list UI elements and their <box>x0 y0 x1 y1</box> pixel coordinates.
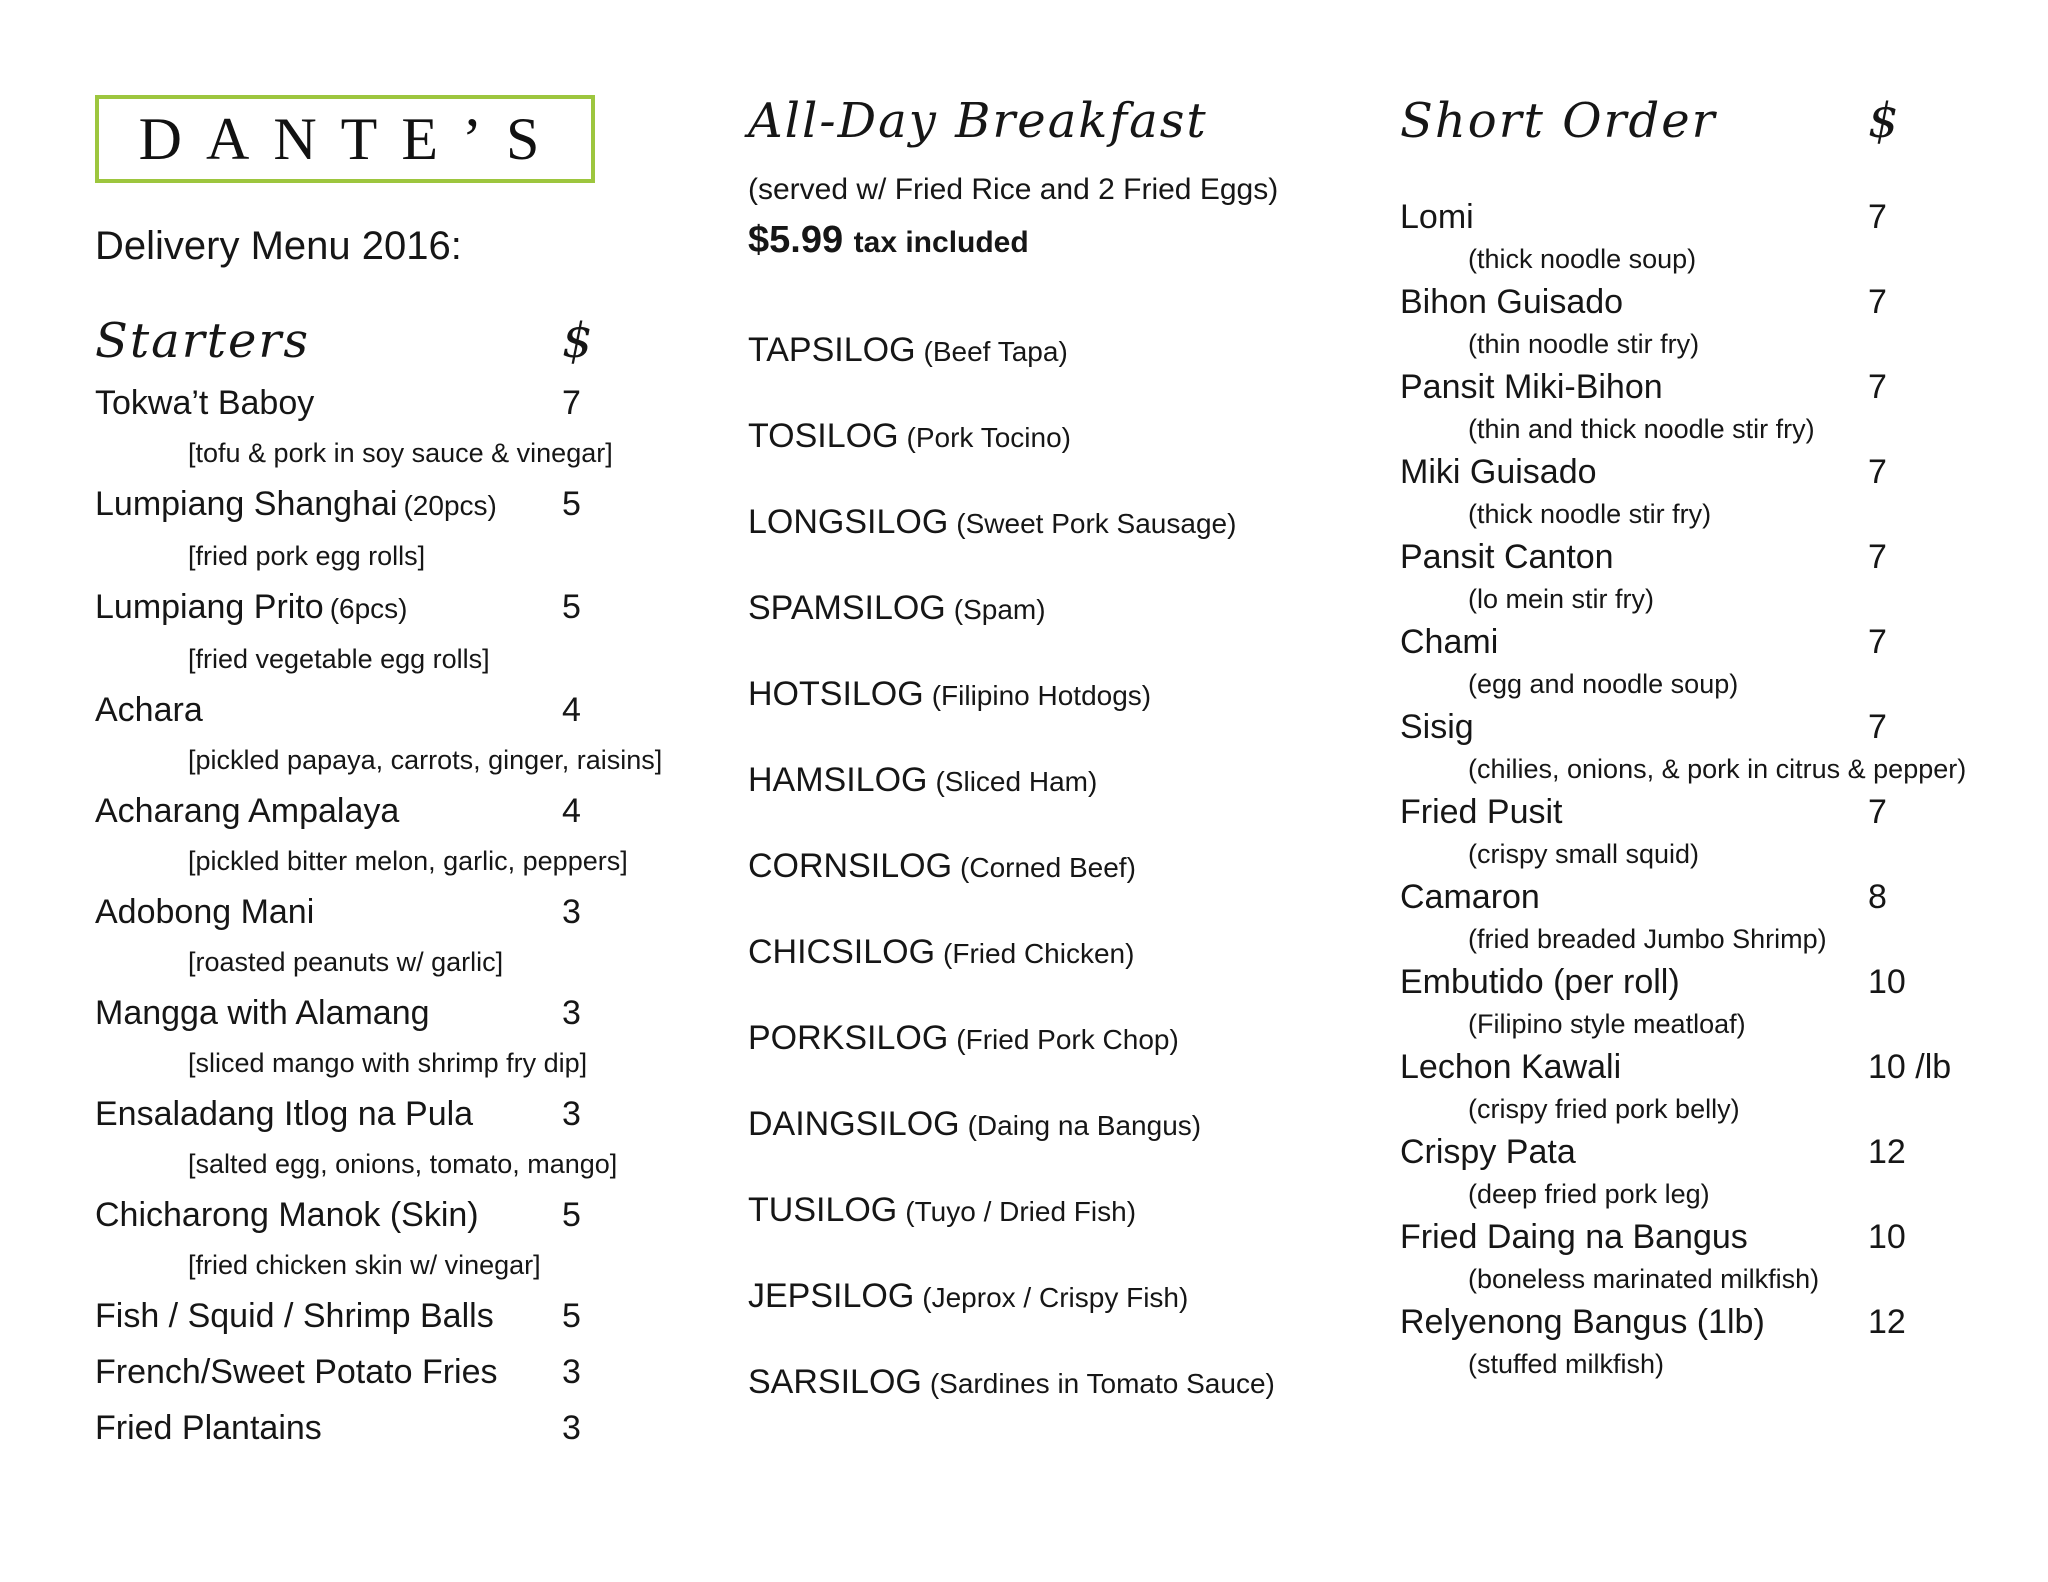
item-price: 7 <box>1868 538 1887 576</box>
menu-item <box>748 1168 1388 1254</box>
item-description: [pickled bitter melon, garlic, peppers] <box>188 846 628 876</box>
item-price: 3 <box>562 1095 581 1133</box>
item-price: 7 <box>1868 623 1887 661</box>
menu-item <box>1400 1043 2048 1128</box>
breakfast-column <box>748 95 1388 1426</box>
menu-item <box>95 884 715 985</box>
item-description: (thick noodle stir fry) <box>1468 499 1712 529</box>
item-description-note: (Sardines in Tomato Sauce) <box>929 1368 1275 1399</box>
item-name: Fried Plantains <box>95 1409 322 1447</box>
menu-item <box>1400 533 2048 618</box>
menu-item <box>95 1187 715 1288</box>
item-name: SPAMSILOG <box>748 589 946 627</box>
menu-item <box>1400 363 2048 448</box>
item-price: 5 <box>562 588 581 626</box>
item-name: Chami <box>1400 623 1499 661</box>
menu-item <box>748 824 1388 910</box>
item-description: [tofu & pork in soy sauce & vinegar] <box>188 438 613 468</box>
starters-column <box>95 95 715 1456</box>
item-description-note: (Corned Beef) <box>960 852 1136 883</box>
menu-item <box>95 476 715 579</box>
item-description: (lo mein stir fry) <box>1468 584 1655 614</box>
item-price: 10 /lb <box>1868 1048 1952 1086</box>
item-name: Sisig <box>1400 708 1474 746</box>
item-name: HAMSILOG <box>748 761 928 799</box>
restaurant-name: DANTE’S <box>138 106 564 172</box>
menu-item <box>748 480 1388 566</box>
menu-item <box>748 910 1388 996</box>
item-description: (boneless marinated milkfish) <box>1468 1264 1820 1294</box>
item-description: [salted egg, onions, tomato, mango] <box>188 1149 618 1179</box>
item-description: (stuffed milkfish) <box>1468 1349 1665 1379</box>
item-name: Acharang Ampalaya <box>95 792 400 830</box>
menu-item <box>748 652 1388 738</box>
item-name: TUSILOG <box>748 1191 898 1229</box>
breakfast-tax-note: tax included <box>853 226 1029 259</box>
menu-item <box>1400 278 2048 363</box>
menu-item <box>1400 448 2048 533</box>
item-description: (thin noodle stir fry) <box>1468 329 1700 359</box>
menu-item <box>1400 703 2048 788</box>
item-description: [fried chicken skin w/ vinegar] <box>188 1250 541 1280</box>
item-description: (thick noodle soup) <box>1468 244 1697 274</box>
item-description-note: (Fried Chicken) <box>943 938 1135 969</box>
item-price: 7 <box>1868 198 1887 236</box>
item-name: DAINGSILOG <box>748 1105 960 1143</box>
menu-item <box>1400 1128 2048 1213</box>
item-price: 10 <box>1868 1218 1906 1256</box>
item-name: Lechon Kawali <box>1400 1048 1622 1086</box>
item-name: TAPSILOG <box>748 331 916 369</box>
item-description: [sliced mango with shrimp fry dip] <box>188 1048 588 1078</box>
short-order-column <box>1400 95 2048 1383</box>
menu-item <box>95 783 715 884</box>
item-description-note: (Sweet Pork Sausage) <box>956 508 1237 539</box>
item-name: Tokwa’t Baboy <box>95 384 315 422</box>
menu-item <box>95 1288 715 1344</box>
item-description: [fried vegetable egg rolls] <box>188 644 490 674</box>
menu-item <box>1400 873 2048 958</box>
item-price: 7 <box>1868 708 1887 746</box>
item-name: Crispy Pata <box>1400 1133 1576 1171</box>
breakfast-list <box>748 308 1388 1426</box>
item-description-note: (Tuyo / Dried Fish) <box>905 1196 1137 1227</box>
restaurant-logo <box>95 95 595 183</box>
item-name: Lumpiang Shanghai <box>95 485 398 523</box>
breakfast-title: All-Day Breakfast <box>748 93 1208 149</box>
item-price: 3 <box>562 893 581 931</box>
menu-item <box>1400 1213 2048 1298</box>
item-price: 7 <box>1868 368 1887 406</box>
item-price: 8 <box>1868 878 1887 916</box>
item-description: [fried pork egg rolls] <box>188 541 426 571</box>
short-order-price-column-symbol: $ <box>1868 93 1901 149</box>
menu-item <box>95 1086 715 1187</box>
menu-item <box>748 394 1388 480</box>
item-name: Fried Daing na Bangus <box>1400 1218 1748 1256</box>
item-name: Lomi <box>1400 198 1474 236</box>
menu-item <box>748 566 1388 652</box>
short-order-header <box>1400 95 2048 147</box>
item-price: 5 <box>562 1297 581 1335</box>
item-description: [roasted peanuts w/ garlic] <box>188 947 504 977</box>
item-price: 7 <box>1868 793 1887 831</box>
short-order-title: Short Order <box>1400 93 1717 149</box>
item-name: Pansit Miki-Bihon <box>1400 368 1663 406</box>
item-name: Relyenong Bangus (1lb) <box>1400 1303 1765 1341</box>
menu-item <box>748 1082 1388 1168</box>
item-qty-note: (6pcs) <box>329 593 408 624</box>
item-name: Fried Pusit <box>1400 793 1563 831</box>
item-description-note: (Filipino Hotdogs) <box>931 680 1152 711</box>
item-price: 7 <box>562 384 581 422</box>
menu-item <box>748 308 1388 394</box>
item-name: Pansit Canton <box>1400 538 1614 576</box>
item-description: (fried breaded Jumbo Shrimp) <box>1468 924 1827 954</box>
item-price: 4 <box>562 792 581 830</box>
item-price: 5 <box>562 1196 581 1234</box>
item-description-note: (Jeprox / Crispy Fish) <box>922 1282 1189 1313</box>
item-name: HOTSILOG <box>748 675 924 713</box>
menu-item <box>95 579 715 682</box>
menu-item <box>1400 1298 2048 1383</box>
starters-price-column-symbol: $ <box>562 313 595 369</box>
breakfast-price: $5.99 <box>748 219 844 261</box>
breakfast-price-line <box>748 217 1388 266</box>
item-price: 3 <box>562 1409 581 1447</box>
item-description-note: (Fried Pork Chop) <box>956 1024 1179 1055</box>
item-name: TOSILOG <box>748 417 899 455</box>
item-name: Lumpiang Prito <box>95 588 324 626</box>
menu-item <box>95 682 715 783</box>
item-description-note: (Spam) <box>953 594 1046 625</box>
item-name: PORKSILOG <box>748 1019 949 1057</box>
item-name: LONGSILOG <box>748 503 949 541</box>
item-price: 7 <box>1868 283 1887 321</box>
item-name: JEPSILOG <box>748 1277 915 1315</box>
item-description-note: (Sliced Ham) <box>935 766 1098 797</box>
item-description: (crispy fried pork belly) <box>1468 1094 1740 1124</box>
item-name: Embutido (per roll) <box>1400 963 1680 1001</box>
menu-item <box>95 985 715 1086</box>
item-name: CHICSILOG <box>748 933 936 971</box>
menu-item <box>748 996 1388 1082</box>
item-price: 4 <box>562 691 581 729</box>
item-name: Miki Guisado <box>1400 453 1597 491</box>
item-description-note: (Pork Tocino) <box>906 422 1071 453</box>
item-name: French/Sweet Potato Fries <box>95 1353 498 1391</box>
short-order-list <box>1400 193 2048 1383</box>
starters-list <box>95 375 715 1456</box>
item-price: 12 <box>1868 1133 1906 1171</box>
item-description: (thin and thick noodle stir fry) <box>1468 414 1815 444</box>
item-price: 10 <box>1868 963 1906 1001</box>
item-name: CORNSILOG <box>748 847 953 885</box>
item-name: Ensaladang Itlog na Pula <box>95 1095 474 1133</box>
item-name: SARSILOG <box>748 1363 922 1401</box>
menu-item <box>95 375 715 476</box>
starters-title: Starters <box>95 313 311 369</box>
item-name: Fish / Squid / Shrimp Balls <box>95 1297 494 1335</box>
menu-item <box>1400 193 2048 278</box>
menu-item <box>748 1254 1388 1340</box>
menu-subtitle: Delivery Menu 2016: <box>95 224 462 268</box>
item-qty-note: (20pcs) <box>403 490 497 521</box>
item-price: 7 <box>1868 453 1887 491</box>
menu-item <box>95 1400 715 1456</box>
item-name: Mangga with Alamang <box>95 994 430 1032</box>
item-name: Achara <box>95 691 203 729</box>
item-name: Bihon Guisado <box>1400 283 1624 321</box>
item-name: Chicharong Manok (Skin) <box>95 1196 479 1234</box>
menu-item <box>1400 618 2048 703</box>
item-price: 5 <box>562 485 581 523</box>
menu-item <box>1400 788 2048 873</box>
menu-item <box>95 1344 715 1400</box>
starters-header <box>95 315 715 367</box>
menu-item <box>748 738 1388 824</box>
item-price: 12 <box>1868 1303 1906 1341</box>
item-description: (deep fried pork leg) <box>1468 1179 1710 1209</box>
breakfast-served-note: (served w/ Fried Rice and 2 Fried Eggs) <box>748 173 1279 206</box>
menu-item <box>1400 958 2048 1043</box>
item-description: [pickled papaya, carrots, ginger, raisins] <box>188 745 663 775</box>
item-description: (Filipino style meatloaf) <box>1468 1009 1746 1039</box>
item-description-note: (Beef Tapa) <box>923 336 1068 367</box>
item-description: (crispy small squid) <box>1468 839 1700 869</box>
item-price: 3 <box>562 994 581 1032</box>
item-description: (chilies, onions, & pork in citrus & pepper) <box>1468 754 1967 784</box>
item-description-note: (Daing na Bangus) <box>967 1110 1202 1141</box>
item-price: 3 <box>562 1353 581 1391</box>
menu-item <box>748 1340 1388 1426</box>
item-name: Adobong Mani <box>95 893 315 931</box>
item-name: Camaron <box>1400 878 1540 916</box>
item-description: (egg and noodle soup) <box>1468 669 1739 699</box>
